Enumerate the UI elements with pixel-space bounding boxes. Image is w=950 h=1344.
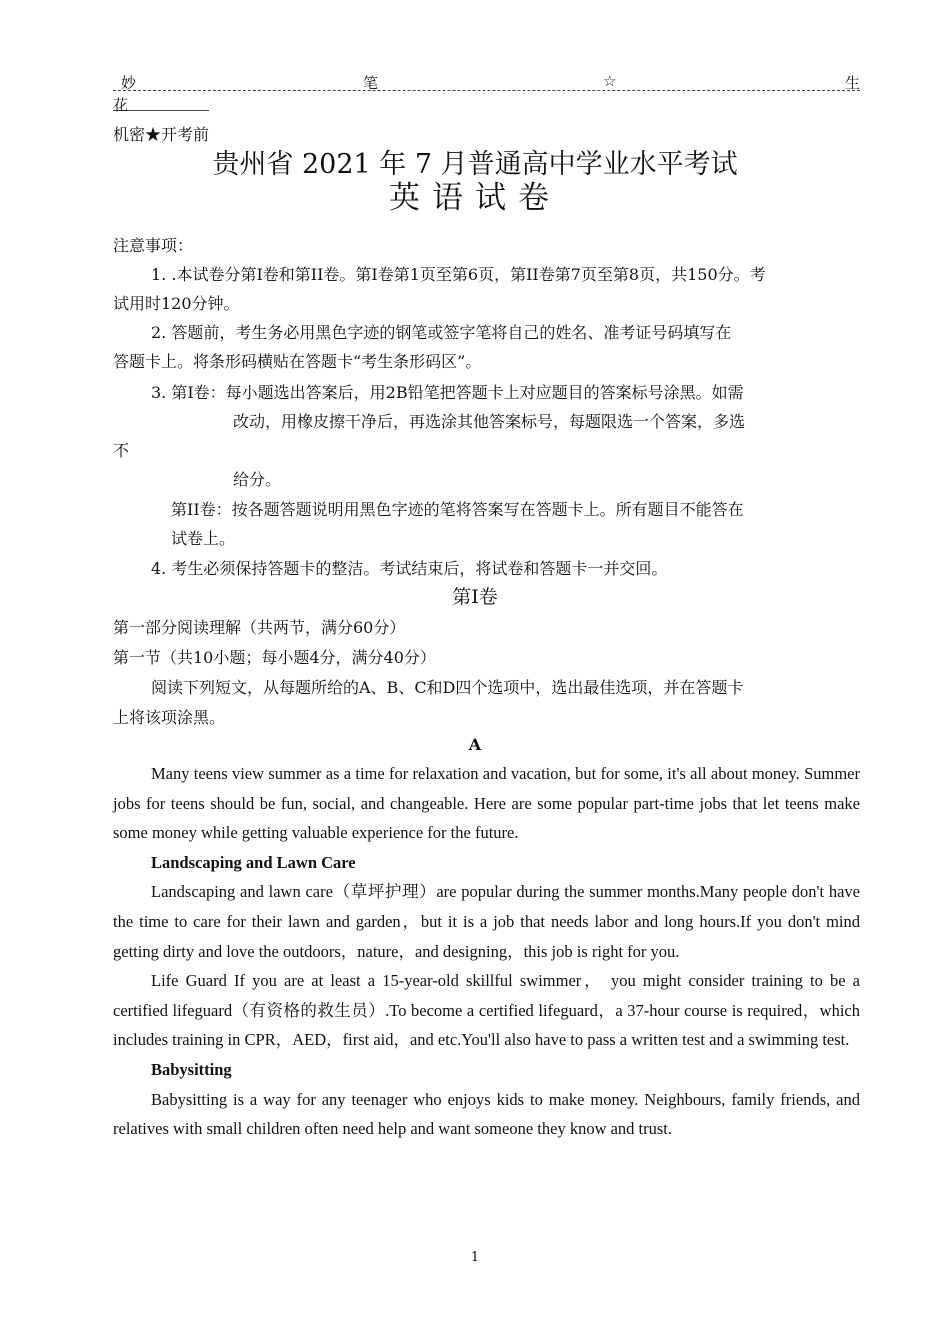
passage-body — [113, 759, 860, 1144]
passage-letter: A — [468, 735, 482, 754]
passage-intro: Many teens view summer as a time for relaxation and vacation, but for some, it's all about money. Summer jobs for teens should be fun, social, and changeable. Here are some popular part-time jobs that let teens make some money while getting valuable experience for the future. — [113, 764, 860, 843]
header-decoration — [113, 72, 860, 91]
header-char: 妙 — [121, 74, 137, 92]
header-decoration-2: 花 — [113, 94, 209, 111]
job-heading: Babysitting — [151, 1059, 232, 1079]
exam-title: 贵州省 2021 年 7 月普通高中学业水平考试 — [212, 149, 738, 180]
job-paragraph: Landscaping and lawn care（草坪护理）are popular during the summer months.Many people don't have the time to care for their lawn and garden，but it is a job that needs labor and long hours.If you don't mind getting dirty and love the outdoors，nature，and designing，this job is right for you. — [113, 882, 860, 961]
note-3-cont: 给分。 — [233, 470, 282, 489]
part-heading: 第一部分阅读理解（共两节，满分60分） — [113, 618, 406, 637]
header-star: ☆ — [603, 72, 617, 90]
header-char: 笔 — [363, 74, 379, 92]
note-4: 4. 考生必须保持答题卡的整洁。考试结束后，将试卷和答题卡一并交回。 — [151, 559, 668, 578]
note-3-part2: 第II卷：按各题答题说明用黑色字迹的笔将答案写在答题卡上。所有题目不能答在 — [171, 500, 744, 519]
exam-subject: 英语试卷 — [389, 180, 561, 216]
section-heading: 第一节（共10小题；每小题4分，满分40分） — [113, 648, 436, 667]
note-1: 1. .本试卷分第I卷和第II卷。第I卷第1页至第6页，第II卷第7页至第8页，共150分。考 — [151, 265, 766, 284]
job-paragraph: Life Guard If you are at least a 15-year-old skillful swimmer， you might consider training to be a certified lifeguard（有资格的救生员）.To become a certified lifeguard，a 37-hour course is required，which includes training in CPR，AED，first aid，and etc.You'll also have to pass a written test and a swimming test. — [113, 971, 860, 1050]
note-3-cont: 不 — [113, 441, 130, 460]
note-3: 3. 第I卷：每小题选出答案后，用2B铅笔把答题卡上对应题目的答案标号涂黑。如需 — [151, 383, 744, 402]
secret-label: 机密★开考前 — [113, 125, 210, 144]
instruction-cont: 上将该项涂黑。 — [113, 708, 226, 727]
job-heading: Landscaping and Lawn Care — [151, 852, 356, 872]
job-paragraph: Babysitting is a way for any teenager who enjoys kids to make money. Neighbours, family friends, and relatives with small children often need help and want someone they know and trust. — [113, 1089, 860, 1139]
note-1-cont: 试用时120分钟。 — [113, 294, 240, 313]
note-3-cont: 改动，用橡皮擦干净后，再选涂其他答案标号，每题限选一个答案，多选 — [233, 412, 746, 431]
instruction: 阅读下列短文，从每题所给的A、B、C和D四个选项中，选出最佳选项，并在答题卡 — [151, 678, 744, 697]
notes-heading: 注意事项： — [113, 236, 194, 255]
volume-title: 第I卷 — [452, 586, 498, 608]
note-2-cont: 答题卡上。将条形码横贴在答题卡“考生条形码区”。 — [113, 352, 482, 371]
header-char: 生 — [845, 74, 861, 92]
page-number: 1 — [470, 1250, 480, 1265]
note-3-part2-cont: 试卷上。 — [171, 529, 236, 548]
note-2: 2. 答题前，考生务必用黑色字迹的钢笔或签字笔将自己的姓名、准考证号码填写在 — [151, 323, 732, 342]
